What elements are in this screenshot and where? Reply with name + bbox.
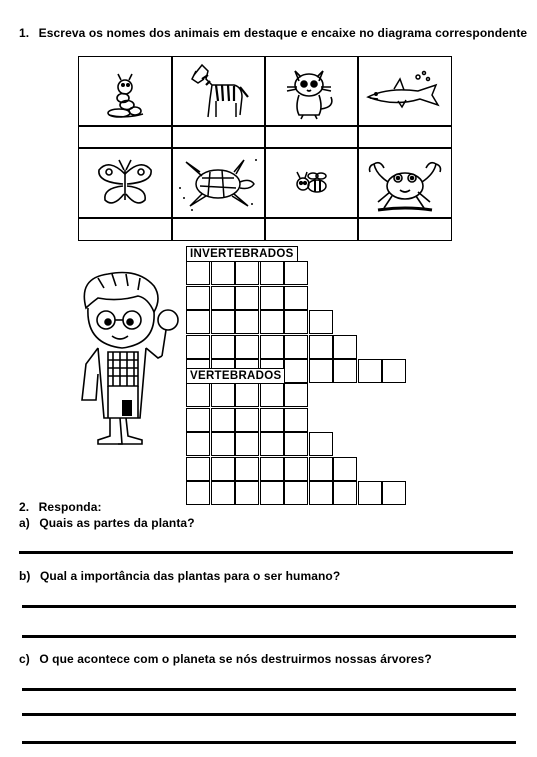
invertebrates-crossword-cell[interactable] — [211, 261, 235, 285]
question-1-number: 1. — [19, 26, 30, 40]
answer-line-2c-1[interactable] — [22, 688, 516, 691]
vertebrates-crossword-cell[interactable] — [309, 481, 333, 505]
invertebrates-crossword-cell[interactable] — [186, 261, 210, 285]
invertebrates-crossword-cell[interactable] — [260, 261, 284, 285]
vertebrates-crossword-cell[interactable] — [358, 481, 382, 505]
vertebrates-crossword-cell[interactable] — [235, 457, 259, 481]
vertebrates-crossword-cell[interactable] — [211, 383, 235, 407]
butterfly-cell — [79, 148, 171, 217]
animal-table — [78, 56, 452, 241]
question-2c-letter: c) — [19, 652, 30, 666]
vertebrates-crossword-cell[interactable] — [211, 481, 235, 505]
invertebrates-crossword-cell[interactable] — [186, 286, 210, 310]
invertebrates-crossword-cell[interactable] — [211, 286, 235, 310]
answer-cell-r2-c2[interactable] — [172, 218, 264, 240]
vertebrates-crossword-cell[interactable] — [186, 408, 210, 432]
bee-cell — [265, 148, 357, 217]
answer-line-2b-2[interactable] — [22, 635, 516, 638]
invertebrates-crossword-cell[interactable] — [235, 261, 259, 285]
invertebrates-crossword-cell[interactable] — [260, 335, 284, 359]
invertebrates-crossword-cell[interactable] — [358, 359, 382, 383]
question-1 — [19, 26, 527, 40]
question-2a — [19, 516, 195, 530]
question-2a-letter: a) — [19, 516, 30, 530]
vertebrates-crossword-cell[interactable] — [211, 432, 235, 456]
question-2a-text: Quais as partes da planta? — [39, 516, 195, 530]
vertebrates-crossword-cell[interactable] — [284, 432, 308, 456]
caterpillar-cell — [79, 57, 171, 125]
vertebrates-crossword-cell[interactable] — [284, 383, 308, 407]
question-2b-letter: b) — [19, 569, 31, 583]
scientist-illustration — [68, 268, 188, 448]
vertebrates-crossword-cell[interactable] — [260, 408, 284, 432]
vertebrates-title: VERTEBRADOS — [186, 368, 285, 384]
turtle-cell — [172, 148, 264, 217]
zebra-cell — [172, 57, 264, 125]
vertebrates-crossword-cell[interactable] — [235, 432, 259, 456]
cat-cell — [265, 57, 357, 125]
turtle-icon — [172, 148, 264, 217]
invertebrates-crossword-cell[interactable] — [186, 310, 210, 334]
answer-line-2a-1[interactable] — [19, 551, 513, 554]
cat-icon — [265, 57, 357, 125]
question-2b — [19, 569, 340, 583]
vertebrates-crossword-cell[interactable] — [333, 457, 357, 481]
vertebrates-crossword-cell[interactable] — [235, 383, 259, 407]
invertebrates-crossword-cell[interactable] — [260, 310, 284, 334]
question-2b-text: Qual a importância das plantas para o ser humano? — [39, 569, 341, 583]
vertebrates-crossword-cell[interactable] — [235, 481, 259, 505]
answer-cell-r1-c2[interactable] — [172, 126, 264, 147]
vertebrates-crossword-cell[interactable] — [260, 457, 284, 481]
crab-icon — [358, 148, 452, 217]
shark-icon — [358, 57, 452, 125]
invertebrates-title: INVERTEBRADOS — [186, 246, 298, 262]
invertebrates-crossword-cell[interactable] — [284, 261, 308, 285]
vertebrates-crossword-cell[interactable] — [186, 481, 210, 505]
invertebrates-crossword-cell[interactable] — [284, 286, 308, 310]
question-2c — [19, 652, 432, 666]
vertebrates-crossword-cell[interactable] — [211, 408, 235, 432]
butterfly-icon — [79, 148, 171, 217]
vertebrates-crossword-cell[interactable] — [260, 432, 284, 456]
question-2-heading — [19, 500, 102, 514]
caterpillar-icon — [79, 57, 171, 125]
shark-cell — [358, 57, 452, 125]
answer-line-2c-3[interactable] — [22, 741, 516, 744]
scientist-boy-icon — [68, 268, 188, 448]
question-2c-text: O que acontece com o planeta se nós destruirmos nossas árvores? — [39, 652, 432, 666]
vertebrates-crossword-cell[interactable] — [333, 481, 357, 505]
answer-cell-r1-c1[interactable] — [79, 126, 171, 147]
vertebrates-crossword-cell[interactable] — [211, 457, 235, 481]
zebra-icon — [172, 57, 264, 125]
invertebrates-crossword-cell[interactable] — [309, 310, 333, 334]
invertebrates-crossword-cell[interactable] — [309, 359, 333, 383]
crab-cell — [358, 148, 452, 217]
vertebrates-crossword-cell[interactable] — [186, 432, 210, 456]
answer-line-2c-2[interactable] — [22, 713, 516, 716]
invertebrates-crossword-cell[interactable] — [284, 310, 308, 334]
question-1-text: Escreva os nomes dos animais em destaque e encaixe no diagrama correspondente — [38, 26, 528, 40]
vertebrates-crossword-cell[interactable] — [186, 383, 210, 407]
vertebrates-crossword-cell[interactable] — [284, 408, 308, 432]
answer-line-2b-1[interactable] — [22, 605, 516, 608]
vertebrates-crossword-cell[interactable] — [382, 481, 406, 505]
invertebrates-crossword-cell[interactable] — [284, 335, 308, 359]
answer-cell-r1-c4[interactable] — [358, 126, 452, 147]
invertebrates-crossword-cell[interactable] — [186, 335, 210, 359]
invertebrates-crossword-cell[interactable] — [235, 310, 259, 334]
invertebrates-crossword-cell[interactable] — [382, 359, 406, 383]
vertebrates-crossword-cell[interactable] — [309, 457, 333, 481]
invertebrates-crossword-cell[interactable] — [235, 335, 259, 359]
vertebrates-crossword-cell[interactable] — [186, 457, 210, 481]
vertebrates-crossword-cell[interactable] — [235, 408, 259, 432]
invertebrates-crossword-cell[interactable] — [211, 335, 235, 359]
answer-cell-r2-c1[interactable] — [79, 218, 171, 240]
bee-icon — [265, 148, 357, 217]
invertebrates-crossword-cell[interactable] — [211, 310, 235, 334]
invertebrates-crossword-cell[interactable] — [333, 335, 357, 359]
answer-cell-r1-c3[interactable] — [265, 126, 357, 147]
question-2-title: Responda: — [38, 500, 102, 514]
invertebrates-crossword-cell[interactable] — [309, 335, 333, 359]
vertebrates-crossword-cell[interactable] — [260, 383, 284, 407]
vertebrates-crossword-cell[interactable] — [284, 457, 308, 481]
vertebrates-crossword-cell[interactable] — [309, 432, 333, 456]
answer-cell-r2-c3[interactable] — [265, 218, 357, 240]
vertebrates-crossword-cell[interactable] — [260, 481, 284, 505]
invertebrates-crossword-cell[interactable] — [284, 359, 308, 383]
invertebrates-crossword-cell[interactable] — [235, 286, 259, 310]
invertebrates-crossword-cell[interactable] — [260, 286, 284, 310]
vertebrates-crossword-cell[interactable] — [284, 481, 308, 505]
invertebrates-crossword-cell[interactable] — [333, 359, 357, 383]
answer-cell-r2-c4[interactable] — [358, 218, 452, 240]
question-2-number: 2. — [19, 500, 30, 514]
